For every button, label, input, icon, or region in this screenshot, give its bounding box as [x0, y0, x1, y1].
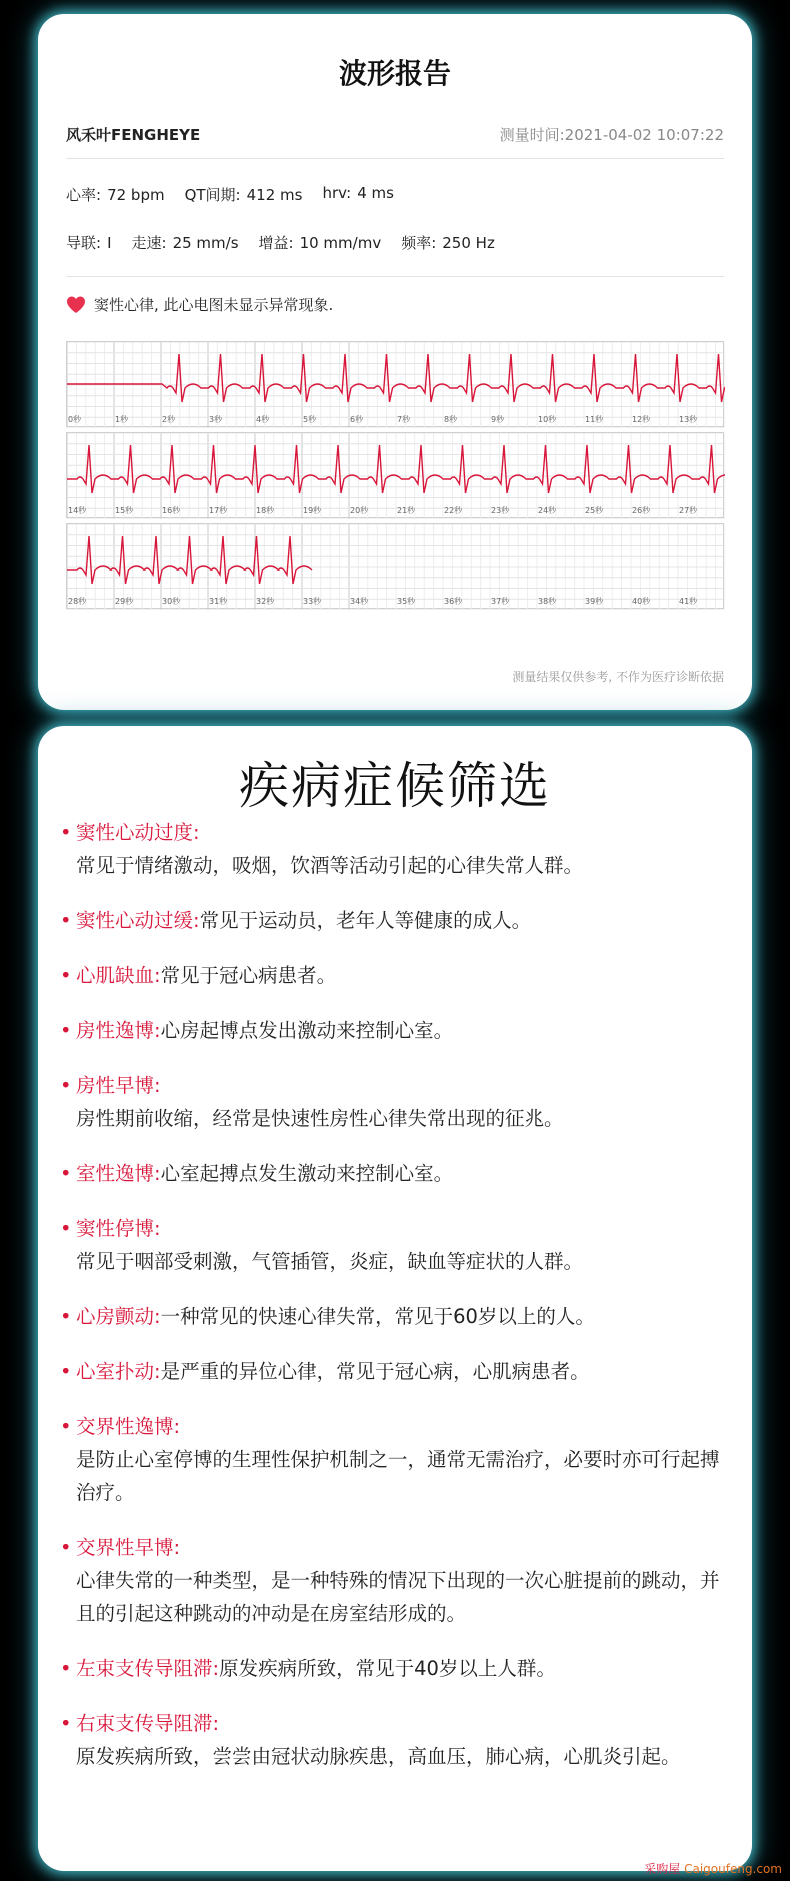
divider	[66, 158, 724, 159]
condition-description: 是严重的异位心律，常见于冠心病，心肌病患者。	[160, 1360, 590, 1383]
diagnosis-row	[66, 294, 724, 315]
screening-item	[56, 904, 728, 937]
time-tick-label: 27秒	[679, 506, 698, 515]
frequency-param: 频率: 250 Hz	[401, 234, 495, 252]
condition-name: 窦性心动过缓:	[76, 909, 200, 932]
bullet-icon: •	[60, 909, 72, 932]
time-tick-label: 30秒	[162, 597, 181, 606]
time-tick-label: 15秒	[115, 506, 134, 515]
condition-name: 心房颤动:	[76, 1305, 161, 1328]
ecg-strip-3-labels	[66, 596, 724, 608]
measure-time: 测量时间:2021-04-02 10:07:22	[499, 126, 724, 144]
time-tick-label: 39秒	[585, 597, 604, 606]
condition-description: 心房起博点发出激动来控制心室。	[160, 1019, 454, 1042]
condition-description: 常见于运动员，老年人等健康的成人。	[199, 909, 532, 932]
screening-title: 疾病症候筛选	[239, 757, 551, 815]
time-tick-label: 26秒	[632, 506, 651, 515]
time-tick-label: 18秒	[256, 506, 275, 515]
user-row	[66, 124, 724, 145]
stats-row	[66, 184, 724, 205]
params-row	[66, 232, 724, 253]
condition-description: 常见于咽部受刺激，气管插管，炎症，缺血等症状的人群。	[76, 1250, 584, 1273]
screening-item	[56, 1157, 728, 1190]
time-tick-label: 8秒	[444, 415, 458, 424]
screening-item	[56, 1300, 728, 1333]
bullet-icon: •	[60, 1536, 72, 1559]
screening-item	[56, 1410, 728, 1509]
disclaimer: 测量结果仅供参考, 不作为医疗诊断依据	[512, 670, 724, 684]
time-tick-label: 0秒	[68, 415, 82, 424]
ecg-strip-1-labels	[66, 414, 724, 426]
screening-item	[56, 1652, 728, 1685]
diagnosis-text: 窦性心律, 此心电图未显示异常现象.	[94, 296, 334, 314]
condition-name: 窦性心动过度:	[76, 821, 200, 844]
time-tick-label: 5秒	[303, 415, 317, 424]
time-tick-label: 2秒	[162, 415, 176, 424]
time-tick-label: 10秒	[538, 415, 557, 424]
bullet-icon: •	[60, 1712, 72, 1735]
condition-description: 心室起搏点发生激动来控制心室。	[160, 1162, 454, 1185]
time-tick-label: 9秒	[491, 415, 505, 424]
hrv-stat: hrv: 4 ms	[322, 184, 394, 202]
bullet-icon: •	[60, 1415, 72, 1438]
waveform-report-card	[38, 14, 752, 710]
condition-description: 常见于冠心病患者。	[160, 964, 337, 987]
time-tick-label: 29秒	[115, 597, 134, 606]
heart-icon	[66, 295, 86, 315]
bullet-icon: •	[60, 964, 72, 987]
watermark: 采购屋 Caigoufeng.com	[644, 1862, 782, 1876]
time-tick-label: 28秒	[68, 597, 87, 606]
condition-name: 窦性停博:	[76, 1217, 161, 1240]
time-tick-label: 37秒	[491, 597, 510, 606]
condition-name: 交界性逸博:	[76, 1415, 181, 1438]
time-tick-label: 40秒	[632, 597, 651, 606]
condition-description: 原发疾病所致，常见于40岁以上人群。	[219, 1657, 556, 1680]
condition-description: 是防止心室停博的生理性保护机制之一，通常无需治疗，必要时亦可行起搏治疗。	[76, 1448, 720, 1504]
screening-item	[56, 1212, 728, 1278]
time-tick-label: 41秒	[679, 597, 698, 606]
time-tick-label: 36秒	[444, 597, 463, 606]
user-name: 风禾叶FENGHEYE	[66, 126, 201, 144]
condition-name: 心室扑动:	[76, 1360, 161, 1383]
condition-name: 房性早博:	[76, 1074, 161, 1097]
screening-item	[56, 959, 728, 992]
time-tick-label: 22秒	[444, 506, 463, 515]
time-tick-label: 31秒	[209, 597, 228, 606]
report-title: 波形报告	[338, 57, 451, 90]
speed-param: 走速: 25 mm/s	[131, 234, 239, 252]
time-tick-label: 3秒	[209, 415, 223, 424]
time-tick-label: 14秒	[68, 506, 87, 515]
time-tick-label: 11秒	[585, 415, 604, 424]
time-tick-label: 4秒	[256, 415, 270, 424]
bullet-icon: •	[60, 1305, 72, 1328]
ecg-strip-2-labels	[66, 505, 724, 517]
condition-name: 交界性早博:	[76, 1536, 181, 1559]
time-tick-label: 6秒	[350, 415, 364, 424]
screening-list	[56, 816, 728, 1795]
time-tick-label: 19秒	[303, 506, 322, 515]
condition-name: 右束支传导阻滞:	[76, 1712, 220, 1735]
screening-item	[56, 816, 728, 882]
screening-item	[56, 1531, 728, 1630]
divider	[66, 276, 724, 277]
time-tick-label: 1秒	[115, 415, 129, 424]
condition-description: 房性期前收缩，经常是快速性房性心律失常出现的征兆。	[76, 1107, 564, 1130]
condition-description: 一种常见的快速心律失常，常见于60岁以上的人。	[160, 1305, 595, 1328]
bullet-icon: •	[60, 1019, 72, 1042]
lead-param: 导联: I	[66, 234, 112, 252]
screening-item	[56, 1014, 728, 1047]
condition-name: 房性逸博:	[76, 1019, 161, 1042]
screening-item	[56, 1069, 728, 1135]
gain-param: 增益: 10 mm/mv	[258, 234, 382, 252]
time-tick-label: 34秒	[350, 597, 369, 606]
disease-screening-card	[38, 726, 752, 1871]
condition-name: 室性逸博:	[76, 1162, 161, 1185]
time-tick-label: 20秒	[350, 506, 369, 515]
time-tick-label: 25秒	[585, 506, 604, 515]
time-tick-label: 33秒	[303, 597, 322, 606]
time-tick-label: 24秒	[538, 506, 557, 515]
time-tick-label: 23秒	[491, 506, 510, 515]
screening-item	[56, 1355, 728, 1388]
bullet-icon: •	[60, 1360, 72, 1383]
condition-name: 心肌缺血:	[76, 964, 161, 987]
bullet-icon: •	[60, 821, 72, 844]
bullet-icon: •	[60, 1074, 72, 1097]
bullet-icon: •	[60, 1162, 72, 1185]
condition-description: 常见于情绪激动，吸烟，饮酒等活动引起的心律失常人群。	[76, 854, 584, 877]
qt-interval-stat: QT间期: 412 ms	[184, 186, 303, 204]
heart-rate-stat: 心率: 72 bpm	[66, 186, 165, 204]
condition-description: 心律失常的一种类型，是一种特殊的情况下出现的一次心脏提前的跳动，并且的引起这种跳动的冲动是在房室结形成的。	[76, 1569, 720, 1625]
time-tick-label: 13秒	[679, 415, 698, 424]
bullet-icon: •	[60, 1657, 72, 1680]
time-tick-label: 7秒	[397, 415, 411, 424]
time-tick-label: 16秒	[162, 506, 181, 515]
time-tick-label: 32秒	[256, 597, 275, 606]
condition-description: 原发疾病所致，尝尝由冠状动脉疾患，高血压，肺心病，心肌炎引起。	[76, 1745, 681, 1768]
time-tick-label: 38秒	[538, 597, 557, 606]
screening-item	[56, 1707, 728, 1773]
condition-name: 左束支传导阻滞:	[76, 1657, 220, 1680]
bullet-icon: •	[60, 1217, 72, 1240]
time-tick-label: 17秒	[209, 506, 228, 515]
time-tick-label: 12秒	[632, 415, 651, 424]
time-tick-label: 35秒	[397, 597, 416, 606]
time-tick-label: 21秒	[397, 506, 416, 515]
